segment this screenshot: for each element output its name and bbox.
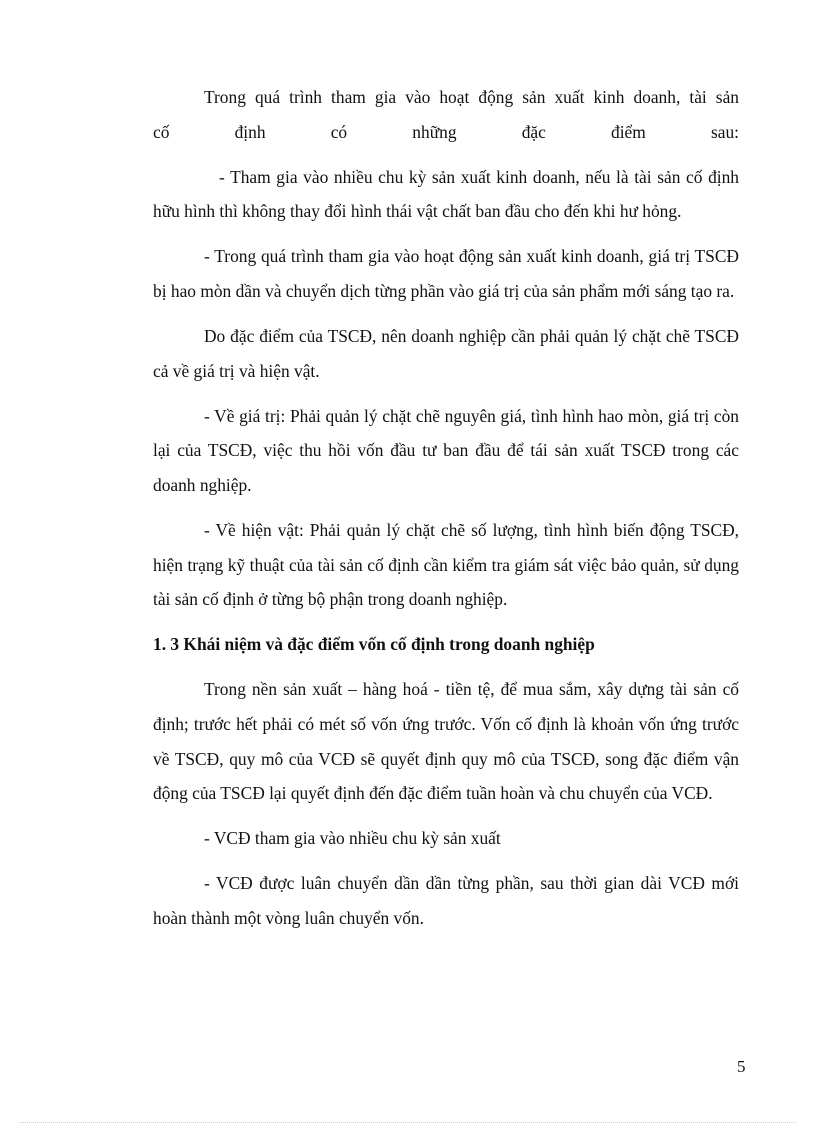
paragraph-fixed-capital-definition: Trong nền sản xuất – hàng hoá - tiền tệ, để mua sắm, xây dựng tài sản cố định; trước hết phải có mét số vốn ứng trước. Vốn cố định là khoản vốn ứng trước về TSCĐ, quy mô của VCĐ sẽ quyết định quy mô của TSCĐ, song đặc điểm vận động của TSCĐ lại quyết định đến đặc điểm tuần hoàn và chu chuyển của VCĐ.	[153, 679, 739, 804]
paragraph-physical-management: - Về hiện vật: Phải quản lý chặt chẽ số lượng, tình hình biến động TSCĐ, hiện trạng kỹ thuật của tài sản cố định cần kiểm tra giám sát việc bảo quản, sử dụng tài sản cố định ở từng bộ phận trong doanh nghiệp.	[153, 520, 739, 610]
paragraph-intro-head: Trong quá trình tham gia vào hoạt động sản xuất kinh doanh, tài sản	[204, 87, 739, 107]
paragraph-feature-2: - Trong quá trình tham gia vào hoạt động sản xuất kinh doanh, giá trị TSCĐ bị hao mòn dần và chuyển dịch từng phần vào giá trị của sản phẩm mới sáng tạo ra.	[153, 246, 739, 301]
paragraph-intro	[153, 80, 739, 149]
page-number: 5	[737, 1057, 746, 1076]
paragraph-fixed-capital-feature-1: - VCĐ tham gia vào nhiều chu kỳ sản xuất	[204, 828, 501, 849]
paragraph-feature-1: - Tham gia vào nhiều chu kỳ sản xuất kinh doanh, nếu là tài sản cố định hữu hình thì không thay đổi hình thái vật chất ban đầu cho đến khi hư hỏng.	[153, 166, 739, 222]
section-heading: 1. 3 Khái niệm và đặc điểm vốn cố định trong doanh nghiệp	[153, 634, 595, 655]
paragraph-management: Do đặc điểm của TSCĐ, nên doanh nghiệp cần phải quản lý chặt chẽ TSCĐ cả về giá trị và hiện vật.	[153, 326, 739, 381]
paragraph-fixed-capital-feature-2: - VCĐ được luân chuyển dần dần từng phần, sau thời gian dài VCĐ mới hoàn thành một vòng luân chuyển vốn.	[153, 873, 739, 928]
paragraph-intro-tail: cố định có những đặc điểm sau:	[153, 121, 739, 142]
page-body	[153, 80, 739, 946]
paragraph-value-management: - Về giá trị: Phải quản lý chặt chẽ nguyên giá, tình hình hao mòn, giá trị còn lại của TSCĐ, việc thu hồi vốn đầu tư ban đầu để tái sản xuất TSCĐ trong các doanh nghiệp.	[153, 405, 739, 495]
